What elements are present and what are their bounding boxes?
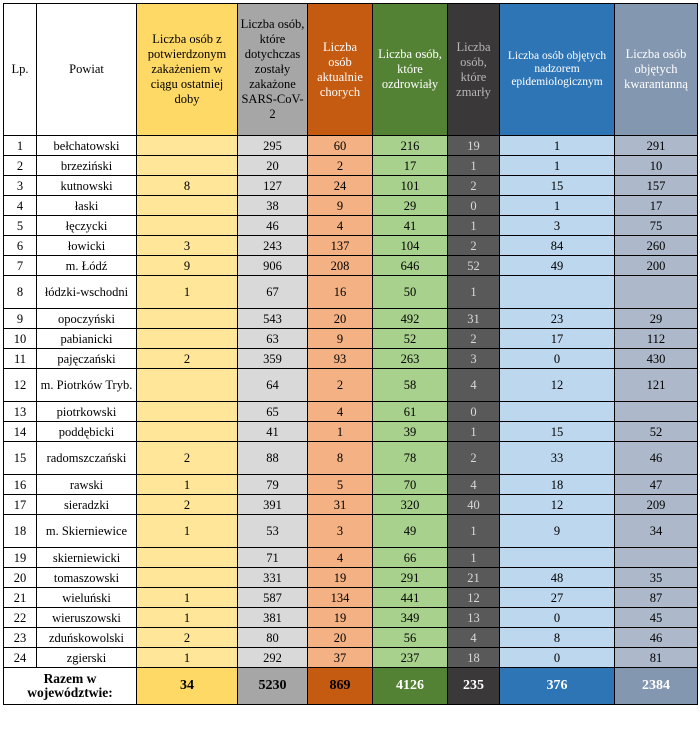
cell-supervision: 23	[500, 309, 615, 329]
cell-powiat: zgierski	[37, 648, 137, 668]
cell-deaths: 18	[448, 648, 500, 668]
covid-statistics-table	[3, 3, 698, 705]
cell-lp: 14	[4, 422, 37, 442]
cell-lp: 18	[4, 515, 37, 548]
cell-total-cases: 587	[238, 588, 308, 608]
cell-supervision: 0	[500, 608, 615, 628]
cell-new-cases: 1	[137, 475, 238, 495]
cell-active: 8	[308, 442, 373, 475]
cell-total-cases: 127	[238, 176, 308, 196]
cell-recovered: 17	[373, 156, 448, 176]
cell-total-cases: 88	[238, 442, 308, 475]
cell-powiat: poddębicki	[37, 422, 137, 442]
cell-quarantine	[615, 548, 698, 568]
cell-total-cases: 391	[238, 495, 308, 515]
cell-lp: 17	[4, 495, 37, 515]
cell-new-cases: 2	[137, 349, 238, 369]
cell-recovered: 349	[373, 608, 448, 628]
cell-lp: 8	[4, 276, 37, 309]
cell-quarantine: 209	[615, 495, 698, 515]
cell-total-cases: 331	[238, 568, 308, 588]
cell-deaths: 40	[448, 495, 500, 515]
cell-lp: 20	[4, 568, 37, 588]
cell-deaths: 52	[448, 256, 500, 276]
cell-powiat: radomszczański	[37, 442, 137, 475]
total-recovered: 4126	[373, 668, 448, 705]
total-quarantine: 2384	[615, 668, 698, 705]
cell-recovered: 101	[373, 176, 448, 196]
cell-supervision: 18	[500, 475, 615, 495]
cell-new-cases: 2	[137, 442, 238, 475]
cell-powiat: brzeziński	[37, 156, 137, 176]
cell-new-cases	[137, 329, 238, 349]
cell-deaths: 21	[448, 568, 500, 588]
header-total-cases: Liczba osób, które dotychczas zostały zakażone SARS-CoV-2	[238, 4, 308, 136]
cell-lp: 9	[4, 309, 37, 329]
cell-active: 19	[308, 608, 373, 628]
cell-supervision: 1	[500, 196, 615, 216]
cell-deaths: 12	[448, 588, 500, 608]
cell-new-cases	[137, 216, 238, 236]
cell-quarantine: 46	[615, 628, 698, 648]
table-row	[4, 256, 698, 276]
cell-total-cases: 38	[238, 196, 308, 216]
cell-recovered: 58	[373, 369, 448, 402]
cell-total-cases: 71	[238, 548, 308, 568]
cell-active: 37	[308, 648, 373, 668]
header-supervision: Liczba osób objętych nadzorem epidemiologicznym	[500, 4, 615, 136]
cell-lp: 5	[4, 216, 37, 236]
cell-recovered: 441	[373, 588, 448, 608]
cell-active: 134	[308, 588, 373, 608]
cell-lp: 15	[4, 442, 37, 475]
table-row	[4, 495, 698, 515]
total-row	[4, 668, 698, 705]
cell-quarantine: 87	[615, 588, 698, 608]
cell-supervision: 1	[500, 156, 615, 176]
table-row	[4, 548, 698, 568]
total-supervision: 376	[500, 668, 615, 705]
table-row	[4, 329, 698, 349]
cell-deaths: 1	[448, 216, 500, 236]
cell-lp: 10	[4, 329, 37, 349]
cell-recovered: 29	[373, 196, 448, 216]
cell-total-cases: 292	[238, 648, 308, 668]
cell-supervision: 0	[500, 349, 615, 369]
cell-powiat: rawski	[37, 475, 137, 495]
cell-quarantine: 52	[615, 422, 698, 442]
cell-new-cases: 1	[137, 588, 238, 608]
table-row	[4, 309, 698, 329]
cell-lp: 19	[4, 548, 37, 568]
cell-deaths: 2	[448, 236, 500, 256]
cell-recovered: 104	[373, 236, 448, 256]
cell-new-cases	[137, 136, 238, 156]
cell-quarantine: 45	[615, 608, 698, 628]
cell-deaths: 1	[448, 548, 500, 568]
cell-recovered: 237	[373, 648, 448, 668]
cell-quarantine: 81	[615, 648, 698, 668]
cell-lp: 16	[4, 475, 37, 495]
table-row	[4, 156, 698, 176]
cell-active: 9	[308, 329, 373, 349]
cell-supervision: 8	[500, 628, 615, 648]
table-row	[4, 176, 698, 196]
header-powiat: Powiat	[37, 4, 137, 136]
cell-deaths: 0	[448, 402, 500, 422]
cell-lp: 11	[4, 349, 37, 369]
cell-total-cases: 41	[238, 422, 308, 442]
cell-powiat: m. Skierniewice	[37, 515, 137, 548]
cell-active: 20	[308, 628, 373, 648]
cell-new-cases	[137, 402, 238, 422]
cell-deaths: 4	[448, 369, 500, 402]
cell-new-cases: 2	[137, 495, 238, 515]
table-row	[4, 422, 698, 442]
cell-supervision: 48	[500, 568, 615, 588]
cell-quarantine: 35	[615, 568, 698, 588]
cell-total-cases: 64	[238, 369, 308, 402]
cell-quarantine: 47	[615, 475, 698, 495]
cell-supervision: 9	[500, 515, 615, 548]
cell-powiat: bełchatowski	[37, 136, 137, 156]
cell-supervision	[500, 548, 615, 568]
cell-recovered: 646	[373, 256, 448, 276]
cell-lp: 6	[4, 236, 37, 256]
cell-recovered: 492	[373, 309, 448, 329]
cell-deaths: 31	[448, 309, 500, 329]
cell-lp: 22	[4, 608, 37, 628]
header-new-cases: Liczba osób z potwierdzonym zakażeniem w ciągu ostatniej doby	[137, 4, 238, 136]
cell-quarantine	[615, 402, 698, 422]
cell-powiat: łowicki	[37, 236, 137, 256]
cell-powiat: łęczycki	[37, 216, 137, 236]
cell-lp: 1	[4, 136, 37, 156]
cell-total-cases: 46	[238, 216, 308, 236]
cell-powiat: zduńskowolski	[37, 628, 137, 648]
cell-total-cases: 20	[238, 156, 308, 176]
cell-new-cases: 1	[137, 515, 238, 548]
cell-new-cases	[137, 156, 238, 176]
cell-recovered: 66	[373, 548, 448, 568]
cell-active: 60	[308, 136, 373, 156]
cell-new-cases: 3	[137, 236, 238, 256]
cell-deaths: 2	[448, 442, 500, 475]
cell-deaths: 4	[448, 628, 500, 648]
cell-active: 1	[308, 422, 373, 442]
cell-total-cases: 359	[238, 349, 308, 369]
cell-powiat: wieruszowski	[37, 608, 137, 628]
cell-lp: 21	[4, 588, 37, 608]
cell-deaths: 3	[448, 349, 500, 369]
cell-new-cases	[137, 309, 238, 329]
total-total-cases: 5230	[238, 668, 308, 705]
cell-new-cases	[137, 369, 238, 402]
cell-lp: 13	[4, 402, 37, 422]
table-row	[4, 442, 698, 475]
cell-lp: 24	[4, 648, 37, 668]
cell-active: 9	[308, 196, 373, 216]
cell-deaths: 2	[448, 329, 500, 349]
total-active: 869	[308, 668, 373, 705]
cell-lp: 23	[4, 628, 37, 648]
cell-powiat: pajęczański	[37, 349, 137, 369]
cell-active: 19	[308, 568, 373, 588]
cell-total-cases: 381	[238, 608, 308, 628]
table-row	[4, 196, 698, 216]
cell-total-cases: 79	[238, 475, 308, 495]
cell-total-cases: 67	[238, 276, 308, 309]
cell-new-cases: 1	[137, 608, 238, 628]
cell-new-cases: 8	[137, 176, 238, 196]
cell-supervision: 3	[500, 216, 615, 236]
cell-powiat: łódzki-wschodni	[37, 276, 137, 309]
cell-powiat: m. Piotrków Tryb.	[37, 369, 137, 402]
table-body	[4, 136, 698, 668]
cell-new-cases	[137, 196, 238, 216]
table-row	[4, 136, 698, 156]
cell-supervision: 49	[500, 256, 615, 276]
table-row	[4, 515, 698, 548]
cell-active: 93	[308, 349, 373, 369]
cell-recovered: 52	[373, 329, 448, 349]
total-new-cases: 34	[137, 668, 238, 705]
cell-recovered: 216	[373, 136, 448, 156]
cell-lp: 4	[4, 196, 37, 216]
cell-active: 4	[308, 216, 373, 236]
cell-quarantine: 157	[615, 176, 698, 196]
cell-quarantine: 17	[615, 196, 698, 216]
cell-total-cases: 295	[238, 136, 308, 156]
cell-active: 20	[308, 309, 373, 329]
cell-quarantine: 34	[615, 515, 698, 548]
cell-recovered: 56	[373, 628, 448, 648]
cell-recovered: 70	[373, 475, 448, 495]
cell-active: 31	[308, 495, 373, 515]
cell-supervision: 12	[500, 369, 615, 402]
table-row	[4, 608, 698, 628]
header-quarantine: Liczba osób objętych kwarantanną	[615, 4, 698, 136]
cell-deaths: 1	[448, 515, 500, 548]
table-row	[4, 402, 698, 422]
cell-quarantine: 260	[615, 236, 698, 256]
cell-quarantine: 112	[615, 329, 698, 349]
table-row	[4, 276, 698, 309]
cell-recovered: 50	[373, 276, 448, 309]
cell-active: 5	[308, 475, 373, 495]
cell-deaths: 1	[448, 156, 500, 176]
cell-lp: 3	[4, 176, 37, 196]
cell-total-cases: 63	[238, 329, 308, 349]
cell-total-cases: 906	[238, 256, 308, 276]
table-row	[4, 628, 698, 648]
cell-recovered: 49	[373, 515, 448, 548]
table-row	[4, 236, 698, 256]
cell-deaths: 4	[448, 475, 500, 495]
table-row	[4, 216, 698, 236]
table-row	[4, 349, 698, 369]
cell-active: 137	[308, 236, 373, 256]
cell-quarantine: 10	[615, 156, 698, 176]
cell-quarantine: 121	[615, 369, 698, 402]
cell-quarantine: 75	[615, 216, 698, 236]
cell-new-cases: 1	[137, 648, 238, 668]
cell-new-cases: 1	[137, 276, 238, 309]
cell-total-cases: 65	[238, 402, 308, 422]
cell-lp: 7	[4, 256, 37, 276]
cell-total-cases: 243	[238, 236, 308, 256]
cell-new-cases: 9	[137, 256, 238, 276]
cell-active: 4	[308, 548, 373, 568]
table-row	[4, 475, 698, 495]
cell-new-cases: 2	[137, 628, 238, 648]
cell-quarantine: 291	[615, 136, 698, 156]
cell-lp: 12	[4, 369, 37, 402]
total-deaths: 235	[448, 668, 500, 705]
cell-recovered: 39	[373, 422, 448, 442]
cell-total-cases: 543	[238, 309, 308, 329]
cell-powiat: piotrkowski	[37, 402, 137, 422]
cell-supervision: 84	[500, 236, 615, 256]
cell-recovered: 78	[373, 442, 448, 475]
table-row	[4, 568, 698, 588]
cell-powiat: tomaszowski	[37, 568, 137, 588]
table-row	[4, 588, 698, 608]
cell-active: 4	[308, 402, 373, 422]
cell-quarantine	[615, 276, 698, 309]
cell-deaths: 19	[448, 136, 500, 156]
cell-supervision: 27	[500, 588, 615, 608]
header-row	[4, 4, 698, 136]
cell-supervision: 1	[500, 136, 615, 156]
cell-recovered: 41	[373, 216, 448, 236]
header-active: Liczba osób aktualnie chorych	[308, 4, 373, 136]
cell-quarantine: 430	[615, 349, 698, 369]
cell-new-cases	[137, 568, 238, 588]
cell-active: 16	[308, 276, 373, 309]
cell-deaths: 13	[448, 608, 500, 628]
cell-lp: 2	[4, 156, 37, 176]
cell-active: 2	[308, 369, 373, 402]
cell-powiat: pabianicki	[37, 329, 137, 349]
cell-powiat: m. Łódź	[37, 256, 137, 276]
cell-quarantine: 200	[615, 256, 698, 276]
cell-deaths: 0	[448, 196, 500, 216]
header-recovered: Liczba osób, które ozdrowiały	[373, 4, 448, 136]
cell-recovered: 263	[373, 349, 448, 369]
cell-supervision	[500, 276, 615, 309]
cell-active: 208	[308, 256, 373, 276]
cell-powiat: sieradzki	[37, 495, 137, 515]
cell-powiat: skierniewicki	[37, 548, 137, 568]
cell-deaths: 1	[448, 276, 500, 309]
table-row	[4, 369, 698, 402]
cell-active: 24	[308, 176, 373, 196]
cell-supervision: 0	[500, 648, 615, 668]
cell-deaths: 2	[448, 176, 500, 196]
table-row	[4, 648, 698, 668]
cell-total-cases: 80	[238, 628, 308, 648]
cell-new-cases	[137, 422, 238, 442]
cell-recovered: 61	[373, 402, 448, 422]
cell-supervision: 15	[500, 422, 615, 442]
cell-deaths: 1	[448, 422, 500, 442]
cell-new-cases	[137, 548, 238, 568]
cell-powiat: wieluński	[37, 588, 137, 608]
cell-supervision	[500, 402, 615, 422]
cell-supervision: 12	[500, 495, 615, 515]
cell-recovered: 291	[373, 568, 448, 588]
cell-supervision: 33	[500, 442, 615, 475]
cell-supervision: 17	[500, 329, 615, 349]
cell-powiat: opoczyński	[37, 309, 137, 329]
header-lp: Lp.	[4, 4, 37, 136]
cell-recovered: 320	[373, 495, 448, 515]
cell-active: 3	[308, 515, 373, 548]
cell-total-cases: 53	[238, 515, 308, 548]
cell-quarantine: 46	[615, 442, 698, 475]
total-label: Razem w województwie:	[4, 668, 137, 705]
cell-active: 2	[308, 156, 373, 176]
cell-quarantine: 29	[615, 309, 698, 329]
header-deaths: Liczba osób, które zmarły	[448, 4, 500, 136]
cell-powiat: kutnowski	[37, 176, 137, 196]
cell-supervision: 15	[500, 176, 615, 196]
cell-powiat: łaski	[37, 196, 137, 216]
